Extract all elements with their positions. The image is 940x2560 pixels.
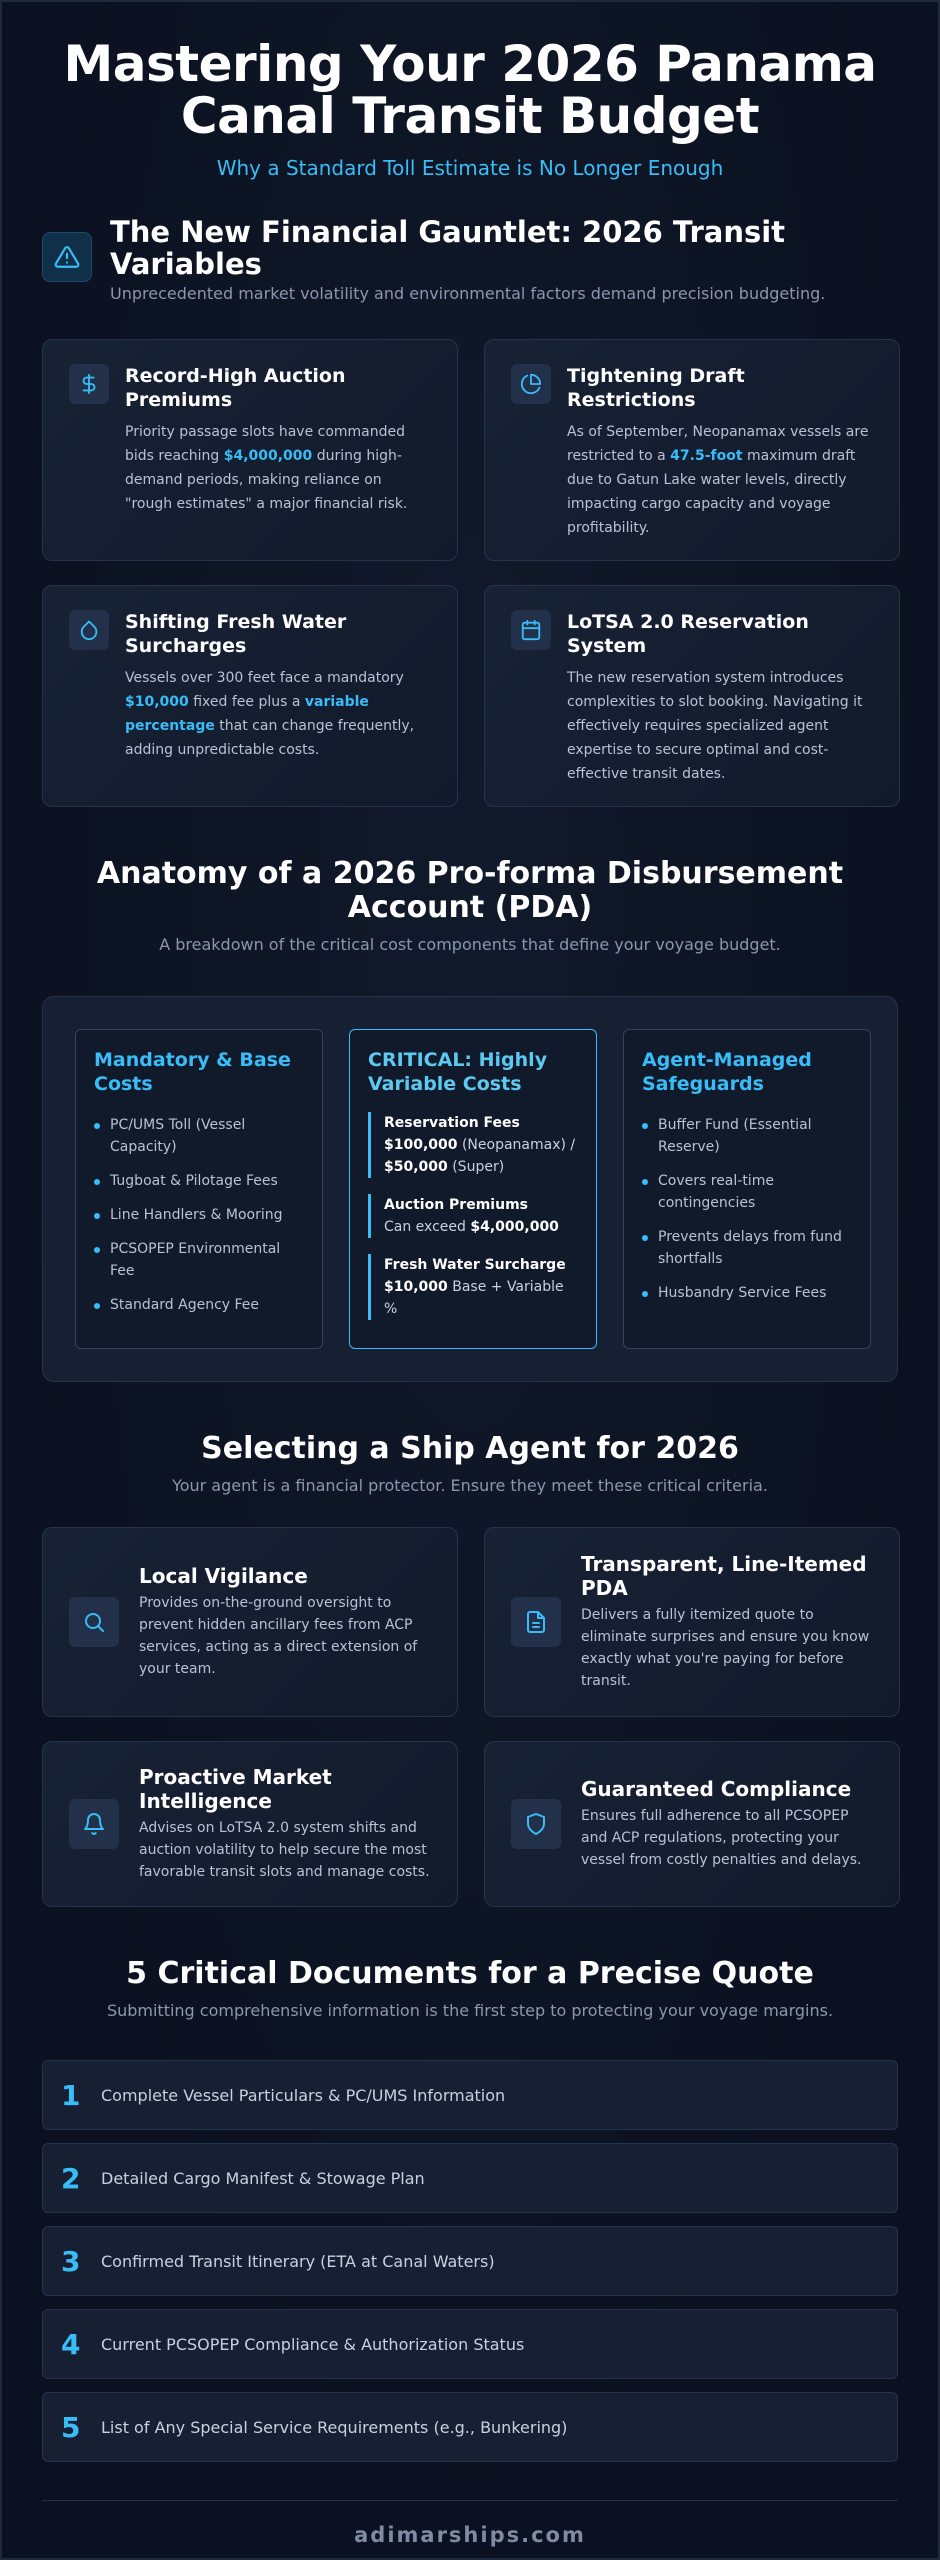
variables-grid	[2, 339, 938, 807]
card-title: Shifting Fresh Water Surcharges	[125, 611, 347, 657]
variables-section	[2, 216, 938, 807]
pda-mandatory-list	[94, 1114, 304, 1316]
auction-premiums-block	[368, 1194, 578, 1238]
card-text: Priority passage slots have commanded bids reaching $4,000,000 during high-demand periods, making reliance on "rough estimates" a major financial risk.	[125, 424, 408, 512]
variable-card-draft	[484, 339, 900, 561]
doc-number: 2	[61, 2161, 81, 2195]
list-item	[42, 2060, 898, 2130]
agent-card-market-intelligence	[42, 1741, 458, 1907]
card-title: Proactive Market Intelligence	[139, 1765, 332, 1813]
reservation-fees-block	[368, 1112, 578, 1178]
calendar-icon	[511, 610, 551, 650]
dollar-icon	[69, 364, 109, 404]
title-line-1: Mastering Your 2026 Panama	[63, 35, 877, 93]
agent-heading: Selecting a Ship Agent for 2026	[201, 1431, 739, 1466]
list-item: Tugboat & Pilotage Fees	[94, 1170, 304, 1192]
page-title	[2, 35, 938, 145]
card-text: Provides on-the-ground oversight to prevent hidden ancillary fees from ACP services, acting as a direct extension of your team.	[139, 1595, 418, 1677]
docs-section	[2, 1957, 938, 2462]
card-text: Delivers a fully itemized quote to eliminate surprises and ensure you know exactly what you're paying for before transit.	[581, 1607, 870, 1689]
fresh-water-title: Fresh Water Surcharge	[384, 1257, 566, 1273]
variables-heading: The New Financial Gauntlet: 2026 Transit Variables	[110, 215, 786, 281]
pda-panel	[42, 996, 898, 1382]
auction-premiums-value: Can exceed $4,000,000	[384, 1219, 559, 1235]
agent-card-transparent-pda	[484, 1527, 900, 1717]
card-text: Ensures full adherence to all PCSOPEP and ACP regulations, protecting your vessel from costly penalties and delays.	[581, 1808, 862, 1868]
doc-number: 4	[61, 2327, 81, 2361]
hero	[2, 2, 938, 180]
card-title: Transparent, Line-Itemed PDA	[581, 1552, 867, 1600]
reservation-fees-title: Reservation Fees	[384, 1115, 520, 1131]
list-item: Buffer Fund (Essential Reserve)	[642, 1114, 852, 1158]
list-item	[42, 2226, 898, 2296]
doc-text: Current PCSOPEP Compliance & Authorization Status	[101, 2334, 525, 2354]
pda-heading: Anatomy of a 2026 Pro-forma Disbursement Account (PDA)	[96, 856, 844, 925]
list-item: PC/UMS Toll (Vessel Capacity)	[94, 1114, 304, 1158]
agent-card-compliance	[484, 1741, 900, 1907]
title-line-2: Canal Transit Budget	[180, 87, 760, 145]
docs-header	[2, 1957, 938, 2020]
fresh-water-block	[368, 1254, 578, 1320]
pda-safeguards-title: Agent-Managed Safeguards	[642, 1049, 812, 1095]
pda-safeguards-list	[642, 1114, 852, 1304]
pda-description: A breakdown of the critical cost components that define your voyage budget.	[159, 935, 781, 954]
pda-critical-column	[349, 1029, 597, 1349]
doc-number: 5	[61, 2410, 81, 2444]
agent-section	[2, 1432, 938, 1907]
card-title: Guaranteed Compliance	[581, 1777, 852, 1801]
list-item: Line Handlers & Mooring	[94, 1204, 304, 1226]
page-subtitle: Why a Standard Toll Estimate is No Longer Enough	[216, 156, 724, 180]
card-text: Advises on LoTSA 2.0 system shifts and auction volatility to help secure the most favorable transit slots and manage costs.	[139, 1820, 430, 1880]
agent-description: Your agent is a financial protector. Ensure they meet these critical criteria.	[172, 1476, 768, 1495]
reservation-fees-value: $100,000 (Neopanamax) / $50,000 (Super)	[384, 1137, 576, 1175]
list-item: Standard Agency Fee	[94, 1294, 304, 1316]
variables-header	[2, 216, 938, 303]
document-icon	[511, 1597, 561, 1647]
doc-text: Complete Vessel Particulars & PC/UMS Information	[101, 2085, 506, 2105]
card-title: Record-High Auction Premiums	[125, 365, 346, 411]
footer-brand[interactable]: adimarships.com	[354, 2523, 586, 2547]
pda-section	[2, 857, 938, 1382]
card-title: LoTSA 2.0 Reservation System	[567, 611, 809, 657]
docs-list	[2, 2060, 938, 2462]
docs-description: Submitting comprehensive information is the first step to protecting your voyage margins.	[106, 2001, 834, 2020]
auction-premiums-title: Auction Premiums	[384, 1197, 528, 1213]
list-item: Prevents delays from fund shortfalls	[642, 1226, 852, 1270]
variables-description: Unprecedented market volatility and environmental factors demand precision budgeting.	[110, 284, 826, 303]
pda-critical-title: CRITICAL: Highly Variable Costs	[368, 1049, 548, 1095]
doc-text: List of Any Special Service Requirements (e.g., Bunkering)	[101, 2417, 568, 2437]
warning-triangle-icon	[42, 232, 92, 282]
variable-card-lotsa	[484, 585, 900, 807]
pda-mandatory-column	[75, 1029, 323, 1349]
bell-icon	[69, 1799, 119, 1849]
docs-heading: 5 Critical Documents for a Precise Quote	[126, 1956, 814, 1991]
list-item	[42, 2309, 898, 2379]
pie-chart-icon	[511, 364, 551, 404]
pda-mandatory-title: Mandatory & Base Costs	[94, 1049, 291, 1095]
doc-number: 1	[61, 2078, 81, 2112]
shield-icon	[511, 1799, 561, 1849]
agent-header	[2, 1432, 938, 1495]
card-text: As of September, Neopanamax vessels are restricted to a 47.5-foot maximum draft due to Gatun Lake water levels, directly impacting cargo capacity and voyage profitability.	[567, 424, 869, 536]
fresh-water-value: $10,000 Base + Variable %	[384, 1279, 564, 1317]
card-title: Tightening Draft Restrictions	[567, 365, 745, 411]
agent-grid	[2, 1527, 938, 1907]
list-item: PCSOPEP Environmental Fee	[94, 1238, 304, 1282]
card-title: Local Vigilance	[139, 1564, 308, 1588]
list-item	[42, 2392, 898, 2462]
water-drop-icon	[69, 610, 109, 650]
doc-number: 3	[61, 2244, 81, 2278]
list-item	[42, 2143, 898, 2213]
variable-card-auction	[42, 339, 458, 561]
agent-card-local-vigilance	[42, 1527, 458, 1717]
doc-text: Confirmed Transit Itinerary (ETA at Canal Waters)	[101, 2251, 495, 2271]
list-item: Husbandry Service Fees	[642, 1282, 852, 1304]
footer-divider	[42, 2500, 898, 2501]
search-icon	[69, 1597, 119, 1647]
variable-card-water	[42, 585, 458, 807]
card-text: The new reservation system introduces complexities to slot booking. Navigating it effectively requires specialized agent expertise to secure optimal and cost-effective transit dates.	[567, 670, 863, 782]
list-item: Covers real-time contingencies	[642, 1170, 852, 1214]
card-text: Vessels over 300 feet face a mandatory $10,000 fixed fee plus a variable percentage that can change frequently, adding unpredictable costs.	[125, 670, 415, 758]
pda-header	[2, 857, 938, 954]
doc-text: Detailed Cargo Manifest & Stowage Plan	[101, 2168, 425, 2188]
pda-safeguards-column	[623, 1029, 871, 1349]
